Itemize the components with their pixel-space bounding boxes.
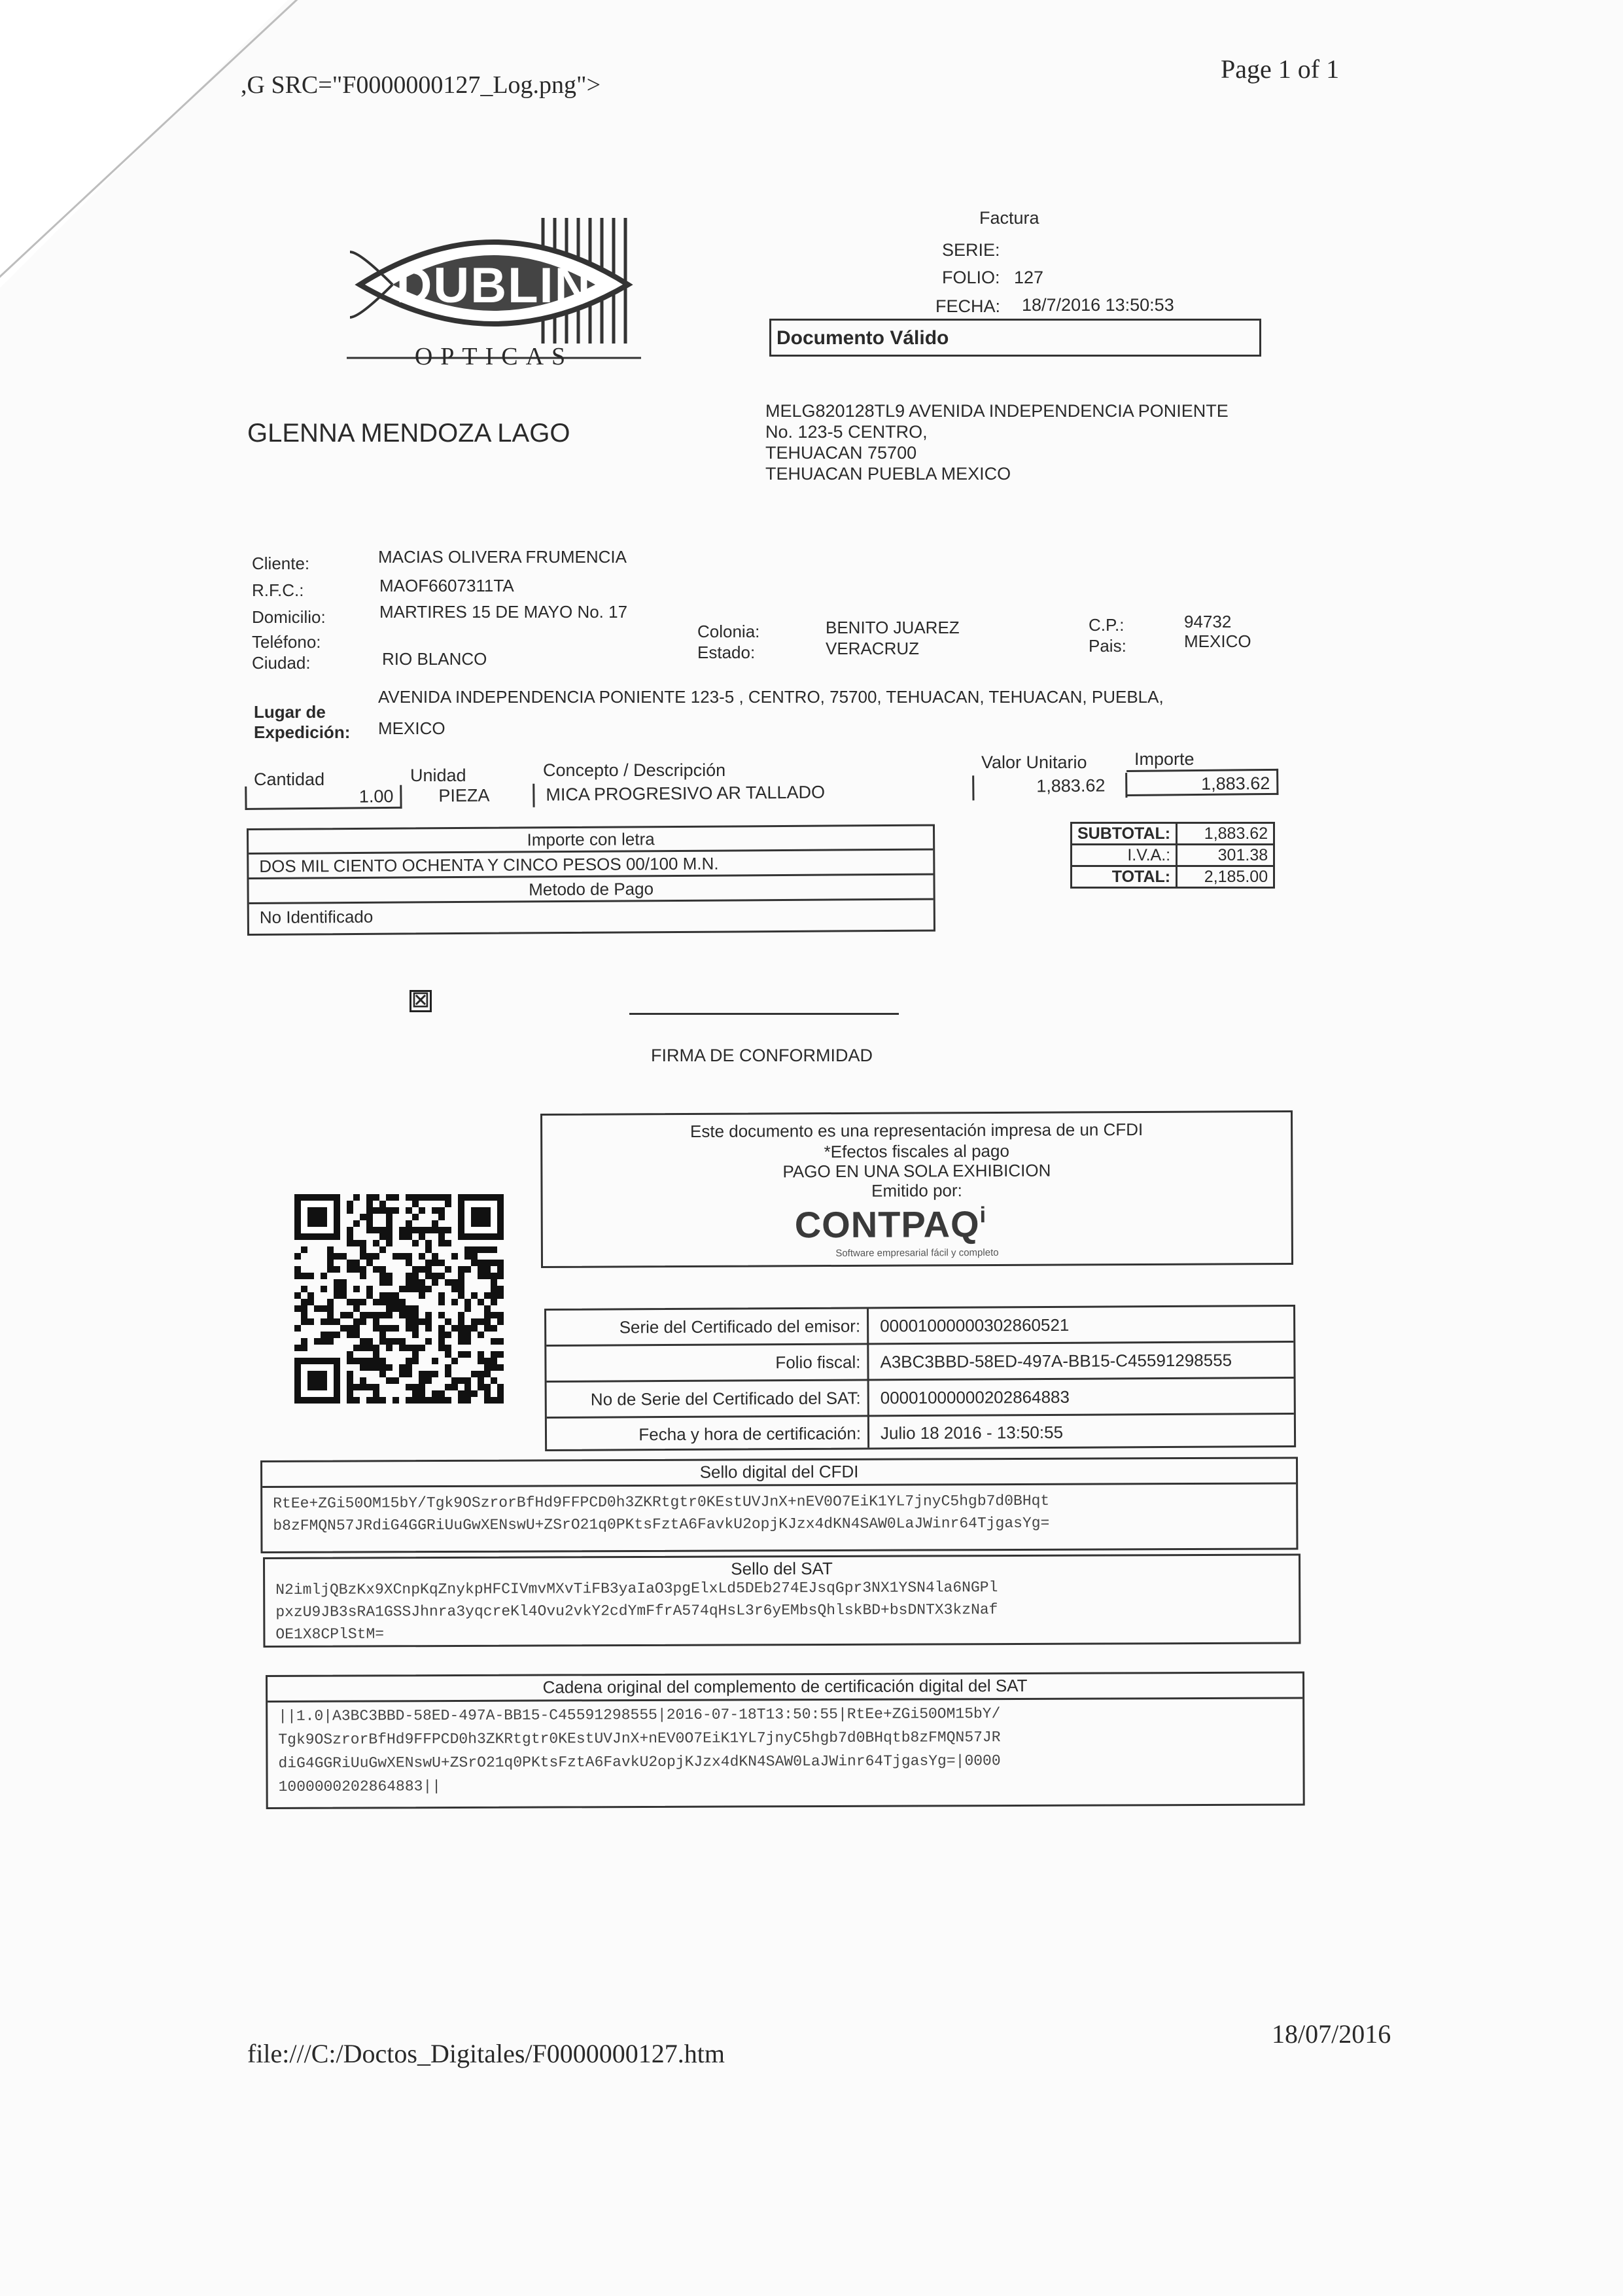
iva-value: 301.38	[1177, 845, 1274, 866]
cliente-label: Cliente:	[252, 554, 310, 573]
totals-row	[1072, 866, 1274, 888]
sello-sat-line: N2imljQBzKx9XCnpKqZnykpHFCIVmvMXvTiFB3yaIaO3pgElxLd5DEb274EJsqGpr3NX1YSN4la6NGPl	[275, 1579, 998, 1598]
ciudad-label: Ciudad:	[252, 653, 311, 673]
cert-label: Folio fiscal:	[775, 1352, 861, 1373]
cert-label: No de Serie del Certificado del SAT:	[590, 1388, 861, 1409]
cell-concepto: MICA PROGRESIVO AR TALLADO	[546, 782, 826, 805]
qr-code	[294, 1194, 504, 1404]
contpaqi-brand-suffix: i	[979, 1203, 987, 1228]
cadena-title: Cadena original del complemento de certificación digital del SAT	[542, 1675, 1028, 1697]
logo-tagline: OPTICAS	[414, 343, 574, 370]
total-label: TOTAL:	[1072, 866, 1177, 888]
issuer-name: GLENNA MENDOZA LAGO	[247, 419, 570, 448]
cert-value: 00001000000302860521	[880, 1315, 1070, 1336]
contpaqi-brand: CONTPAQ	[794, 1203, 980, 1246]
cert-label: Fecha y hora de certificación:	[638, 1423, 862, 1445]
cadena-original-box	[266, 1671, 1305, 1809]
cfdi-notice-line: Emitido por:	[871, 1180, 962, 1201]
cadena-line: ||1.0|A3BC3BBD-58ED-497A-BB15-C45591298555|2016-07-18T13:50:55|RtEe+ZGi50OM15bY/	[278, 1705, 1001, 1725]
importe-letra-value: DOS MIL CIENTO OCHENTA Y CINCO PESOS 00/100 M.N.	[259, 853, 719, 876]
issuer-address-line: TEHUACAN 75700	[765, 443, 917, 463]
cell-cantidad: 1.00	[358, 786, 394, 807]
totals-table	[1070, 822, 1275, 889]
col-header-valor-unitario: Valor Unitario	[981, 752, 1087, 772]
cell-unidad: PIEZA	[438, 785, 490, 806]
cell-importe-box	[1126, 769, 1278, 796]
sello-cfdi-box	[260, 1457, 1298, 1553]
rfc-value: MAOF6607311TA	[379, 576, 514, 595]
sello-sat-text	[275, 1576, 998, 1646]
sello-sat-line: pxzU9JB3sRA1GSSJhnra3yqcreKl4Ovu2vkY2cdYmFfrA574qHsL3r6yEMbsQhlskBD+bsDNTX3kzNaf	[275, 1601, 998, 1621]
certificate-table	[544, 1305, 1296, 1451]
logo-brand: DUBLIN	[396, 258, 592, 313]
signature-line	[629, 1013, 899, 1015]
issuer-address-line: No. 123-5 CENTRO,	[765, 422, 928, 442]
cell-valor-unitario: 1,883.62	[1036, 775, 1106, 796]
cert-value: 00001000000202864883	[880, 1386, 1070, 1408]
folio-label: FOLIO:	[942, 268, 1000, 287]
folio-value: 127	[1014, 268, 1044, 287]
metodo-pago-title: Metodo de Pago	[529, 879, 654, 900]
metodo-pago-value: No Identificado	[259, 906, 374, 927]
fecha-value: 18/7/2016 13:50:53	[1022, 295, 1174, 315]
invoice-type: Factura	[979, 208, 1039, 228]
iva-label: I.V.A.:	[1072, 845, 1177, 866]
firma-conformidad: FIRMA DE CONFORMIDAD	[651, 1046, 873, 1065]
col-header-unidad: Unidad	[410, 766, 466, 785]
cell-importe: 1,883.62	[1201, 773, 1270, 794]
expedicion-label-1: Lugar de	[254, 702, 326, 722]
cp-value: 94732	[1184, 612, 1232, 631]
cert-value: A3BC3BBD-58ED-497A-BB15-C45591298555	[880, 1350, 1232, 1372]
sello-cfdi-line: RtEe+ZGi50OM15bY/Tgk9OSzrorBfHd9FFPCD0h3ZKRtgtr0KEstUVJnX+nEV0O7EiK1YL7jnyC5hgb7d0BHqt	[273, 1492, 1050, 1512]
page-indicator: Page 1 of 1	[1221, 54, 1340, 84]
document-status-box	[769, 319, 1261, 357]
estado-value: VERACRUZ	[826, 639, 920, 658]
total-value: 2,185.00	[1177, 866, 1274, 888]
contpaqi-logo	[795, 1203, 987, 1246]
pais-value: MEXICO	[1184, 631, 1251, 651]
sello-sat-box	[263, 1553, 1300, 1648]
expedicion-line-2: MEXICO	[378, 718, 445, 738]
table-row	[245, 760, 1283, 811]
serie-label: SERIE:	[942, 240, 1000, 260]
expedicion-label-2: Expedición:	[254, 722, 351, 742]
col-header-cantidad: Cantidad	[254, 769, 325, 789]
divider	[532, 784, 534, 807]
subtotal-label: SUBTOTAL:	[1072, 823, 1177, 845]
sello-cfdi-text	[273, 1490, 1049, 1537]
checkbox[interactable]: ☒	[410, 990, 432, 1012]
cfdi-notice-line: *Efectos fiscales al pago	[824, 1140, 1009, 1162]
colonia-value: BENITO JUAREZ	[826, 618, 960, 637]
cadena-line: diG4GGRiUuGwXENswU+ZSrO21q0PKtsFztA6FavkU2opjKJzx4dKN4SAW0LaJWinr64TjgasYg=|0000	[278, 1752, 1001, 1772]
image-tag-text: ,G SRC="F0000000127_Log.png">	[241, 71, 601, 99]
fecha-label: FECHA:	[935, 296, 1001, 316]
sello-sat-line: OE1X8CPlStM=	[275, 1625, 385, 1643]
telefono-label: Teléfono:	[252, 632, 321, 652]
contpaqi-tagline: Software empresarial fácil y completo	[835, 1246, 999, 1260]
subtotal-value: 1,883.62	[1177, 823, 1274, 845]
rfc-label: R.F.C.:	[252, 580, 304, 600]
cfdi-notice-line: Este documento es una representación impresa de un CFDI	[689, 1119, 1143, 1142]
sello-sat-title: Sello del SAT	[731, 1558, 833, 1579]
col-header-importe: Importe	[1134, 749, 1195, 769]
footer-date: 18/07/2016	[1272, 2019, 1391, 2049]
cadena-text	[278, 1702, 1001, 1799]
cert-label: Serie del Certificado del emisor:	[619, 1316, 861, 1337]
cp-label: C.P.:	[1089, 615, 1125, 635]
cell-cantidad-box	[245, 785, 402, 810]
cfdi-notice-box	[540, 1110, 1293, 1268]
issuer-address	[765, 400, 1229, 484]
file-path: file:///C:/Doctos_Digitales/F0000000127.htm	[247, 2039, 725, 2068]
folded-corner	[0, 0, 288, 288]
estado-label: Estado:	[697, 643, 756, 662]
sello-cfdi-line: b8zFMQN57JRdiG4GGRiUuGwXENswU+ZSrO21q0PKtsFztA6FavkU2opjKJzx4dKN4SAW0LaJWinr64TjgasYg=	[273, 1514, 1050, 1534]
cfdi-notice-line: PAGO EN UNA SOLA EXHIBICION	[782, 1160, 1051, 1182]
issuer-address-line: TEHUACAN PUEBLA MEXICO	[765, 464, 1011, 484]
importe-letra-title: Importe con letra	[527, 829, 655, 850]
colonia-label: Colonia:	[697, 622, 760, 641]
cadena-line: Tgk9OSzrorBfHd9FFPCD0h3ZKRtgtr0KEstUVJnX+nEV0O7EiK1YL7jnyC5hgb7d0BHqtb8zFMQN57JR	[278, 1729, 1001, 1748]
cadena-line: 1000000202864883||	[278, 1778, 442, 1795]
cert-value: Julio 18 2016 - 13:50:55	[880, 1422, 1064, 1443]
document-status: Documento Válido	[777, 327, 949, 349]
dublin-logo	[347, 213, 641, 373]
totals-row	[1072, 845, 1274, 866]
pais-label: Pais:	[1089, 636, 1126, 656]
expedicion-line-1: AVENIDA INDEPENDENCIA PONIENTE 123-5 , CENTRO, 75700, TEHUACAN, TEHUACAN, PUEBLA,	[378, 687, 1164, 707]
cliente-value: MACIAS OLIVERA FRUMENCIA	[378, 547, 627, 567]
col-header-concepto: Concepto / Descripción	[543, 760, 726, 780]
divider	[972, 775, 974, 800]
ciudad-value: RIO BLANCO	[382, 649, 487, 669]
sello-cfdi-title: Sello digital del CFDI	[699, 1461, 859, 1482]
issuer-address-line: MELG820128TL9 AVENIDA INDEPENDENCIA PONIENTE	[765, 401, 1229, 421]
domicilio-label: Domicilio:	[252, 607, 326, 627]
totals-row	[1072, 823, 1274, 845]
domicilio-value: MARTIRES 15 DE MAYO No. 17	[379, 602, 628, 622]
importe-letra-box	[247, 824, 935, 936]
